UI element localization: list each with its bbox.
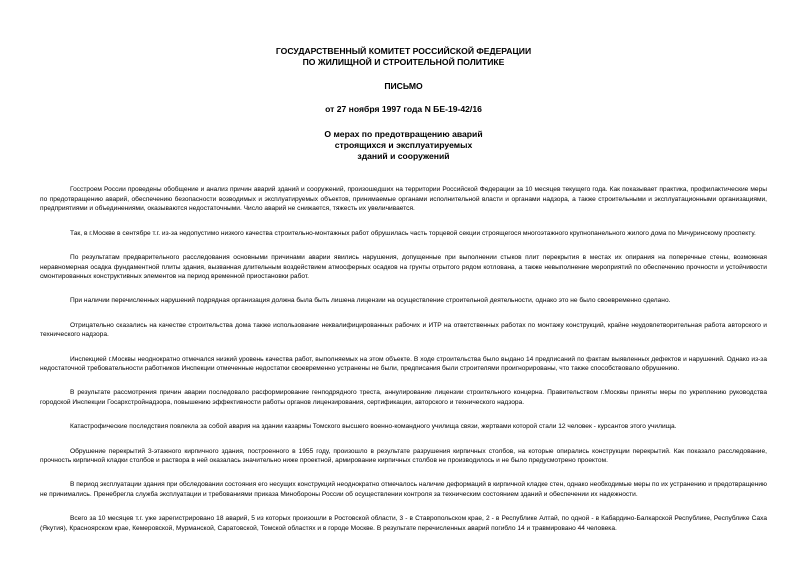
body-paragraph: Обрушение перекрытий 3-этажного кирпичного здания, построенного в 1955 году, произошло в результате разрушения кирпичных столбов, на которые опирались конструкции перекрытий. Как показало расследование, прочность кирпичной кладки столбов и раствора в ней оказалась значительно ниже проектной, армирование кирпичных столбов не производилось и не было предусмотрено проектом. — [40, 447, 767, 465]
document-header — [0, 46, 807, 162]
body-paragraph: В период эксплуатации здания при обследовании состояния его несущих конструкций неоднократно отмечалось наличие деформаций в кирпичной кладке стен, однако необходимые меры по их устранению и предотвращению не принимались. Пренебрегла служба эксплуатации и требованиями приказа Минобороны России об осуществлении контроля за техническим состоянием зданий и обеспечении их надежности. — [40, 481, 767, 499]
issuer-line-1: ГОСУДАРСТВЕННЫЙ КОМИТЕТ РОССИЙСКОЙ ФЕДЕРАЦИИ — [275, 46, 532, 56]
subject-line-3: зданий и сооружений — [357, 151, 450, 161]
body-paragraph: Так, в г.Москве в сентябре т.г. из-за недопустимо низкого качества строительно-монтажных работ обрушилась часть торцевой секции строящегося многоэтажного крупнопанельного жилого дома по Мичуринскому проспекту. — [70, 229, 756, 237]
body-paragraph: Инспекцией г.Москвы неоднократно отмечался низкий уровень качества работ, выполняемых на этом объекте. В ходе строительства было выдано 14 предписаний по фактам выявленных дефектов и нарушений. Однако из-за недостаточной требовательности работников Инспекции отмеченные недостатки своевременно устранены не были, предписания были строителями проигнорированы, что также способствовало обрушению. — [40, 355, 767, 373]
body-paragraph: Катастрофические последствия повлекла за собой авария на здании казармы Томского высшего военно-командного училища связи, жертвами которой стали 12 человек - курсантов этого училища. — [70, 423, 677, 431]
body-paragraph: Всего за 10 месяцев т.г. уже зарегистрировано 18 аварий, 5 из которых произошли в Ростовской области, 3 - в Ставропольском крае, 2 - в Республике Алтай, по одной - в Кабардино-Балкарской Республике, Республике Саха (Якутия), Красноярском крае, Кемеровской, Мурманской, Саратовской, Томской областях и в городе Москве. В результате перечисленных аварий погибло 14 и травмировано 44 человека. — [40, 515, 767, 533]
document-date-number: от 27 ноября 1997 года N БЕ-19-42/16 — [325, 104, 482, 114]
body-paragraph: По результатам предварительного расследования основными причинами аварии явились нарушения, допущенные при выполнении стыков плит перекрытия в местах их опирания на поперечные стены, возможная неравномерная осадка фундаментной плиты здания, вызванная длительным воздействием атмосферных осадков на грунты отрытого рядом котлована, а также невыполнение мероприятий по обеспечению прочности и устойчивости смонтированных конструктивных элементов на период временной приостановки работ. — [40, 253, 767, 281]
subject-line-1: О мерах по предотвращению аварий — [324, 129, 483, 139]
body-paragraph: При наличии перечисленных нарушений подрядная организация должна была быть лишена лицензии на осуществление строительной деятельности, однако это не было своевременно сделано. — [70, 297, 671, 305]
body-paragraph: Госстроем России проведены обобщение и анализ причин аварий зданий и сооружений, произошедших на территории Российской Федерации за 10 месяцев текущего года. Как показывает практика, профилактические меры по предотвращению аварий, обеспечению безопасности возводимых и эксплуатируемых объектов, принимаемые органами исполнительной власти и органами надзора, а также строительными и эксплуатационными организациями, предприятиями и объединениями, оказываются недостаточными. Число аварий не снижается, тяжесть их увеличивается. — [40, 186, 767, 213]
issuer-line-2: ПО ЖИЛИЩНОЙ И СТРОИТЕЛЬНОЙ ПОЛИТИКЕ — [302, 57, 505, 67]
document-body — [40, 185, 767, 548]
subject-line-2: строящихся и эксплуатируемых — [334, 140, 473, 150]
body-paragraph: В результате рассмотрения причин аварии последовало расформирование генподрядного треста, аннулирование лицензии строительного концерна. Правительством г.Москвы приняты меры по укреплению руководства городской Инспекции Госархстройнадзора, повышению эффективности работы органов лицензирования, сертификации, авторского и технического надзора. — [40, 389, 767, 407]
body-paragraph: Отрицательно сказались на качестве строительства дома также использование неквалифицированных рабочих и ИТР на ответственных работах по монтажу конструкций, крайне неудовлетворительная работа авторского и технического надзора. — [40, 321, 767, 339]
document-type: ПИСЬМО — [384, 81, 423, 91]
